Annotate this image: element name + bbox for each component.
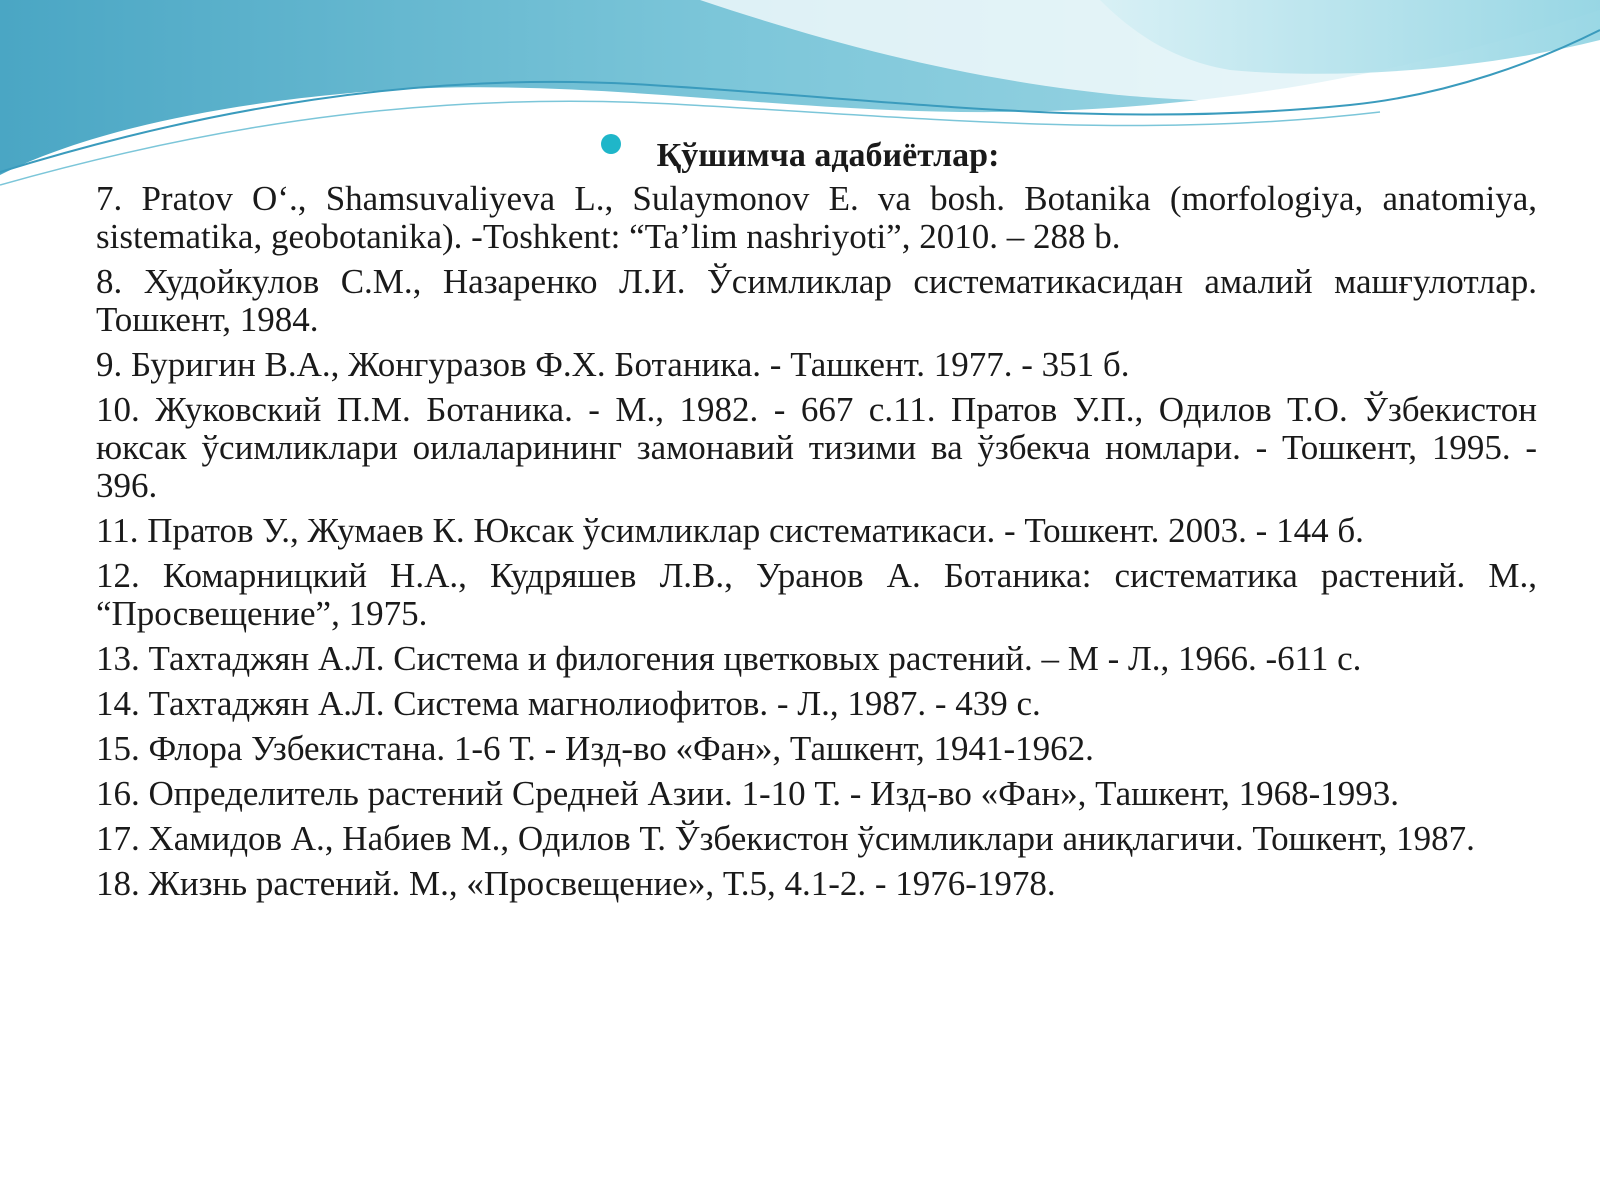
slide-title-row [0,134,1600,176]
reference-item: 13. Тахтаджян А.Л. Система и филогения цветковых растений. – М - Л., 1966. -611 с. [96,639,1362,678]
reference-item: 10. Жуковский П.М. Ботаника. - М., 1982. - 667 с.11. Пратов У.П., Одилов Т.О. Ўзбекистон юксак ўсимликлари оилаларининг замонавий тизими ва ўзбекча номлари. - Тошкент, 1995. - 396. [96,390,1537,505]
reference-item: 17. Хамидов А., Набиев М., Одилов Т. Ўзбекистон ўсимликлари аниқлагичи. Тошкент, 1987. [96,819,1475,858]
slide-title: Қўшимча адабиётлар: [656,137,1000,174]
reference-item: 15. Флора Узбекистана. 1-6 Т. - Изд-во «Фан», Ташкент, 1941-1962. [96,729,1094,768]
bullet-dot-icon [601,134,621,154]
reference-item: 7. Pratov O‘., Shamsuvaliyeva L., Sulaymonov E. va bosh. Botanika (morfologiya, anatomiya, sistematika, geobotanika). -Toshkent: “Ta’lim nashriyoti”, 2010. – 288 b. [96,179,1537,256]
reference-item: 14. Тахтаджян А.Л. Система магнолиофитов. - Л., 1987. - 439 с. [96,684,1041,723]
reference-item: 8. Худойкулов С.М., Назаренко Л.И. Ўсимликлар систематикасидан амалий машғулотлар. Тошкент, 1984. [96,262,1537,339]
references-list [96,180,1537,910]
reference-item: 18. Жизнь растений. М., «Просвещение», Т.5, 4.1-2. - 1976-1978. [96,864,1056,903]
reference-item: 12. Комарницкий Н.А., Кудряшев Л.В., Уранов А. Ботаника: систематика растений. М., “Просвещение”, 1975. [96,556,1537,633]
reference-item: 9. Буригин В.А., Жонгуразов Ф.Х. Ботаника. - Ташкент. 1977. - 351 б. [96,345,1130,384]
reference-item: 11. Пратов У., Жумаев К. Юксак ўсимликлар систематикаси. - Тошкент. 2003. - 144 б. [96,511,1364,550]
reference-item: 16. Определитель растений Средней Азии. 1-10 Т. - Изд-во «Фан», Ташкент, 1968-1993. [96,774,1400,813]
